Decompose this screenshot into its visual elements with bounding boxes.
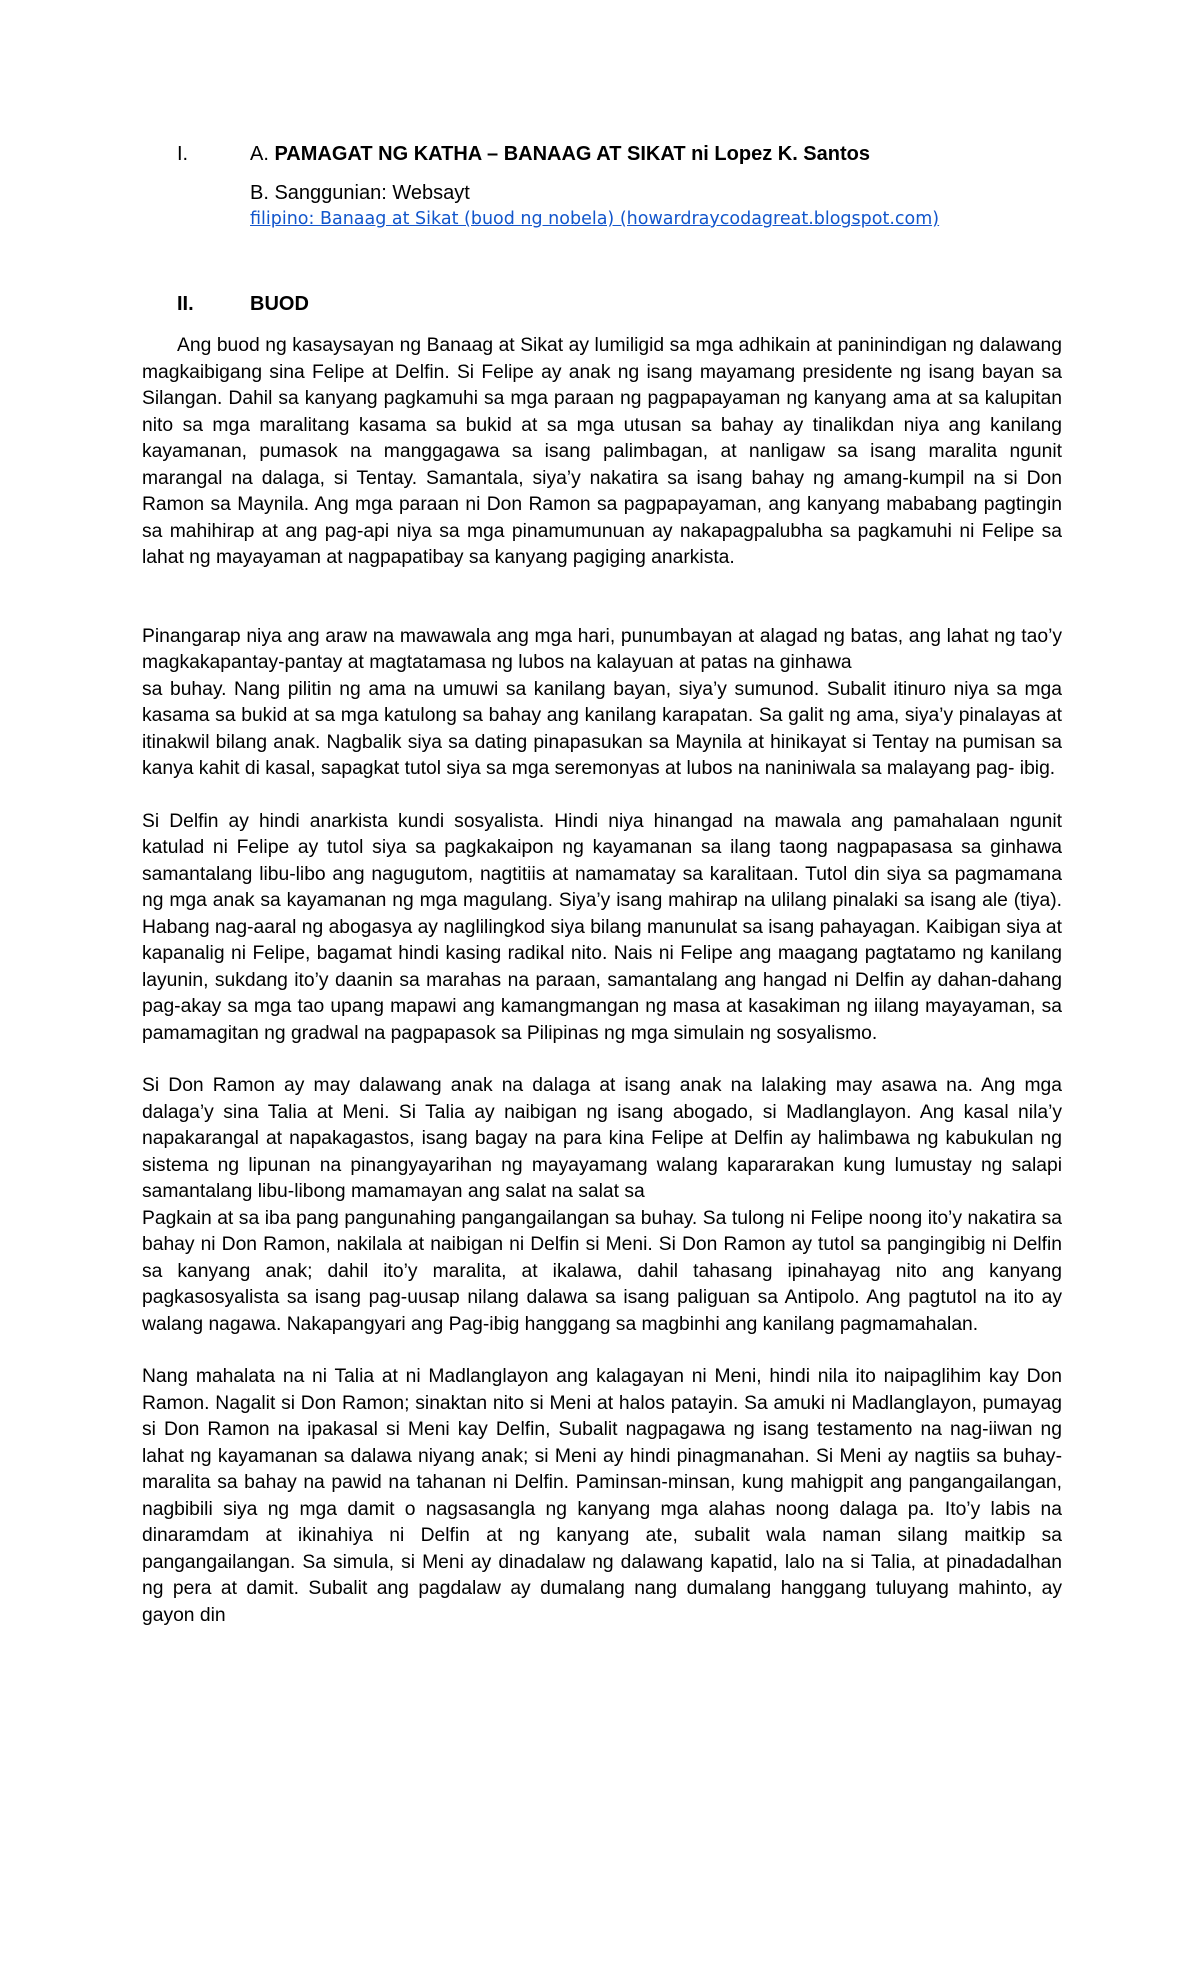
section-1-heading [177, 143, 1077, 166]
paragraph: Si Delfin ay hindi anarkista kundi sosyalista. Hindi niya hinangad na mawala ang pamahalaan ngunit katulad ni Felipe ay tutol siya sa pagkakaipon ng kayamanan sa ilang taong nagpapasasa sa ginhawa samantalang libu-libo ang nagugutom, nagtitiis at namamatay sa karalitaan. Tutol din siya sa pagmamana ng mga anak sa kayamanan ng mga magulang. Siya’y isang mahirap na ulilang pinalaki sa isang ale (tiya). Habang nag-aaral ng abogasya ay naglilingkod siya bilang manunulat sa isang pahayagan. Kaibigan siya at kapanalig ni Felipe, bagamat hindi kasing radikal nito. Nais ni Felipe ang maagang pagtatamo ng kanilang layunin, sukdang ito’y daanin sa marahas na paraan, samantalang ang hangad ni Delfin ay dahan-dahang pag-akay sa mga tao upang mapawi ang kamangmangan ng masa at kasakiman ng iilang mayayaman, sa pamamagitan ng gradwal na pagpapasok sa Pilipinas ng mga simulain ng sosyalismo. [142, 810, 1062, 1044]
paragraph: Ang buod ng kasaysayan ng Banaag at Sikat ay lumiligid sa mga adhikain at paninindigan ng dalawang magkaibigang sina Felipe at Delfin. Si Felipe ay anak ng isang mayamang presidente ng isang bayan sa Silangan. Dahil sa kanyang pagkamuhi sa mga paraan ng pagpapayaman ng kanyang ama at sa kalupitan nito sa mga maralitang kasama sa bukid at sa mga utusan sa bahay ay tinalikdan niya ang kanilang kayamanan, pumasok na manggagawa sa isang palimbagan, at nanligaw sa isang maralita ngunit marangal na dalaga, si Tentay. Samantala, siya’y nakatira sa isang bahay ng amang-kumpil na si Don Ramon sa Maynila. Ang mga paraan ni Don Ramon sa pagpapayaman, ang kanyang mababang pagtingin sa mahihirap at ang pag-api niya sa mga pinamumunuan ay nakapagpalubha sa pagkamuhi ni Felipe sa lahat ng mayayaman at nagpapatibay sa kanyang pagiging anarkista. [142, 335, 1062, 568]
paragraph: Si Don Ramon ay may dalawang anak na dalaga at isang anak na lalaking may asawa na. Ang mga dalaga’y sina Talia at Meni. Si Talia ay naibigan ng isang abogado, si Madlanglayon. Ang kasal nila’y napakarangal at napakagastos, isang bagay na para kina Felipe at Delfin ay halimbawa ng kabukulan ng sistema ng lipunan na pinangyayarihan ng mayayamang walang kapararakan kung lumustay ng salapi samantalang libu-libong mamamayan ang salat na salat sa [142, 1075, 1062, 1202]
paragraph: Pinangarap niya ang araw na mawawala ang mga hari, punumbayan at alagad ng batas, ang lahat ng tao’y magkakapantay-pantay at magtatamasa ng lubos na kalayuan at patas na ginhawa [142, 625, 1062, 673]
title-prefix: A. [250, 143, 275, 165]
paragraph: Pagkain at sa iba pang pangunahing pangangailangan sa buhay. Sa tulong ni Felipe noong ito’y nakatira sa bahay ni Don Ramon, nakilala at naibigan ni Delfin si Meni. Si Don Ramon ay tutol sa pangingibig ni Delfin sa kanyang anak; dahil ito’y maralita, at ikalawa, dahil tahasang ipinahayag nito ang kanyang pagkasosyalista sa isang pag-uusap nilang dalawa sa isang paliguan sa Antipolo. Ang pagtutol na ito ay walang nagawa. Nakapangyari ang Pag-ibig hanggang sa magbinhi ang kanilang pagmamahalan. [142, 1207, 1062, 1335]
section-2-numeral: II. [177, 293, 194, 315]
paragraph: sa buhay. Nang pilitin ng ama na umuwi sa kanilang bayan, siya’y sumunod. Subalit itinuro niya sa mga kasama sa bukid at sa mga katulong sa bahay ang kanilang karapatan. Sa galit ng ama, siya’y pinalayas at itinakwil bilang anak. Nagbalik siya sa dating pinapasukan sa Maynila at hinikayat si Tentay na pumisan sa kanya kahit di kasal, sapagkat tutol siya sa mga seremonyas at lubos na naniniwala sa malayang pag- ibig. [142, 678, 1062, 779]
section-1-title [250, 143, 870, 166]
section-1-numeral: I. [177, 143, 189, 165]
section-1 [177, 143, 1077, 229]
summary-body [142, 333, 1062, 1629]
section-2-title: BUOD [250, 293, 309, 315]
story-title: PAMAGAT NG KATHA – BANAAG AT SIKAT ni Lopez K. Santos [274, 143, 870, 165]
paragraph: Nang mahalata na ni Talia at ni Madlanglayon ang kalagayan ni Meni, hindi nila ito naipaglihim kay Don Ramon. Nagalit si Don Ramon; sinaktan nito si Meni at halos patayin. Sa amuki ni Madlanglayon, pumayag si Don Ramon na ipakasal si Meni kay Delfin, Subalit nagpagawa ng isang testamento na nag-iiwan ng lahat ng kayamanan sa dalawa niyang anak; si Meni ay hindi pinagmanahan. Si Meni ay nagtiis sa buhay-maralita sa bahay na pawid na tahanan ni Delfin. Paminsan-minsan, kung mahigpit ang pangangailangan, nagbibili siya ng mga damit o nagsasangla ng kanyang mga alahas noong dalaga pa. Ito’y labis na dinaramdam at ikinahiya ni Delfin at ng kanyang ate, subalit wala naman silang maitkip sa pangangailangan. Sa simula, si Meni ay dinadalaw ng dalawang kapatid, lalo na si Talia, at pinadadalhan ng pera at damit. Subalit ang pagdalaw ay dumalang nang dumalang hanggang tuluyang mahinto, ay gayon din [142, 1366, 1062, 1626]
section-2-heading [177, 293, 309, 316]
reference-link[interactable]: filipino: Banaag at Sikat (buod ng nobela) (howardraycodagreat.blogspot.com) [250, 209, 940, 229]
reference-label: B. Sanggunian: Websayt [250, 182, 470, 204]
